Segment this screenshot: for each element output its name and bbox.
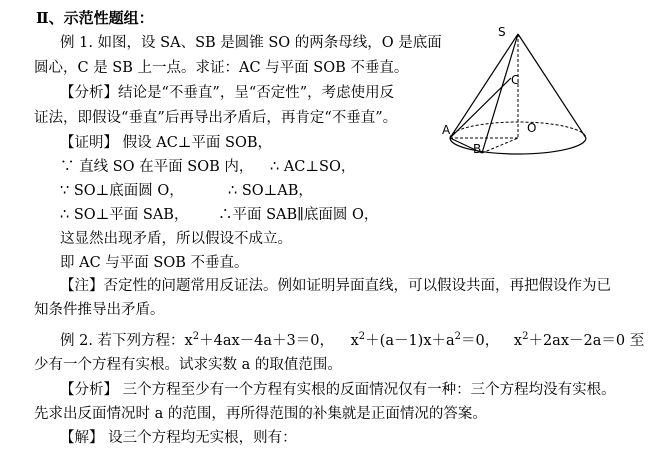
example1-proof-line2 [60,157,356,177]
label-C: C [511,73,520,87]
example1-proof-line5: 这显然出现矛盾，所以假设不成立。 [60,231,292,247]
proof-line4-part-a: ∴ SO⊥平面 SAB， [60,207,189,223]
eq1-exponent: 2 [192,331,200,342]
segment-OB [482,138,518,153]
example1-note-line2: 知条件推导出矛盾。 [34,302,165,318]
eq2-exponent2: 2 [454,331,462,342]
proof-line2-part-b: ∴ AC⊥SO， [270,159,356,175]
label-B: B [473,142,482,156]
label-S: S [498,25,506,39]
example1-analysis-line1: 【分析】结论是“不垂直”，呈“否定性”，考虑使用反 [60,85,395,101]
proof-line3-part-a: ∵ SO⊥底面圆 O， [60,183,184,199]
eq2-mid: ＋(a－1)x＋a [365,333,455,349]
label-O: O [527,121,537,135]
eq2-exponent: 2 [358,331,366,342]
segment-AC [450,78,511,138]
cone-base-front [450,138,586,154]
label-A: A [442,123,451,137]
proof-line4-part-b: ∴平面 SAB∥底面圆 O， [218,207,379,223]
example1-analysis-line2: 证法，即假设“垂直”后再导出矛盾后，再肯定“不垂直”。 [34,110,398,126]
section-title: Ⅱ、示范性题组： [36,9,154,27]
example1-proof-line6: 即 AC 与平面 SOB 不垂直。 [60,255,249,271]
proof-line3-part-b: ∴ SO⊥AB， [228,183,313,199]
example1-proof-line1: 【证明】 假设 AC⊥平面 SOB， [60,135,273,151]
proof-line2-part-a: ∵ 直线 SO 在平面 SOB 内， [60,159,254,175]
example2-line1 [60,331,644,351]
example2-line2: 少有一个方程有实根。试求实数 a 的取值范围。 [34,357,342,373]
example1-proof-line3 [60,181,313,201]
eq2-end: ＝0， [461,333,500,349]
eq1-start: 例 2. 若下列方程：x [60,333,193,349]
example1-proof-line4 [60,205,379,225]
eq1-rest: ＋4ax－4a＋3＝0， [199,333,334,349]
generator-SB [482,34,518,153]
example2-solution-line1: 【解】 设三个方程均无实根，则有： [60,430,297,446]
eq3-rest: ＋2ax－2a＝0 至 [528,333,645,349]
eq3-start: x [513,333,523,349]
example2-analysis-line1: 【分析】 三个方程至少有一个方程有实根的反面情况仅有一种：三个方程均没有实根。 [60,382,616,398]
example2-analysis-line2: 先求出反面情况时 a 的范围，再所得范围的补集就是正面情况的答案。 [34,406,487,422]
cone-figure [438,22,588,162]
eq2-start: x [350,333,359,349]
example1-line1: 例 1. 如图，设 SA、SB 是圆锥 SO 的两条母线，O 是底面 [60,35,442,51]
example1-note-line1: 【注】否定性的问题常用反证法。例如证明异面直线，可以假设共面，再把假设作为已 [60,278,611,294]
example1-line2: 圆心，C 是 SB 上一点。求证：AC 与平面 SOB 不垂直。 [34,60,409,76]
eq3-exponent: 2 [522,331,529,342]
